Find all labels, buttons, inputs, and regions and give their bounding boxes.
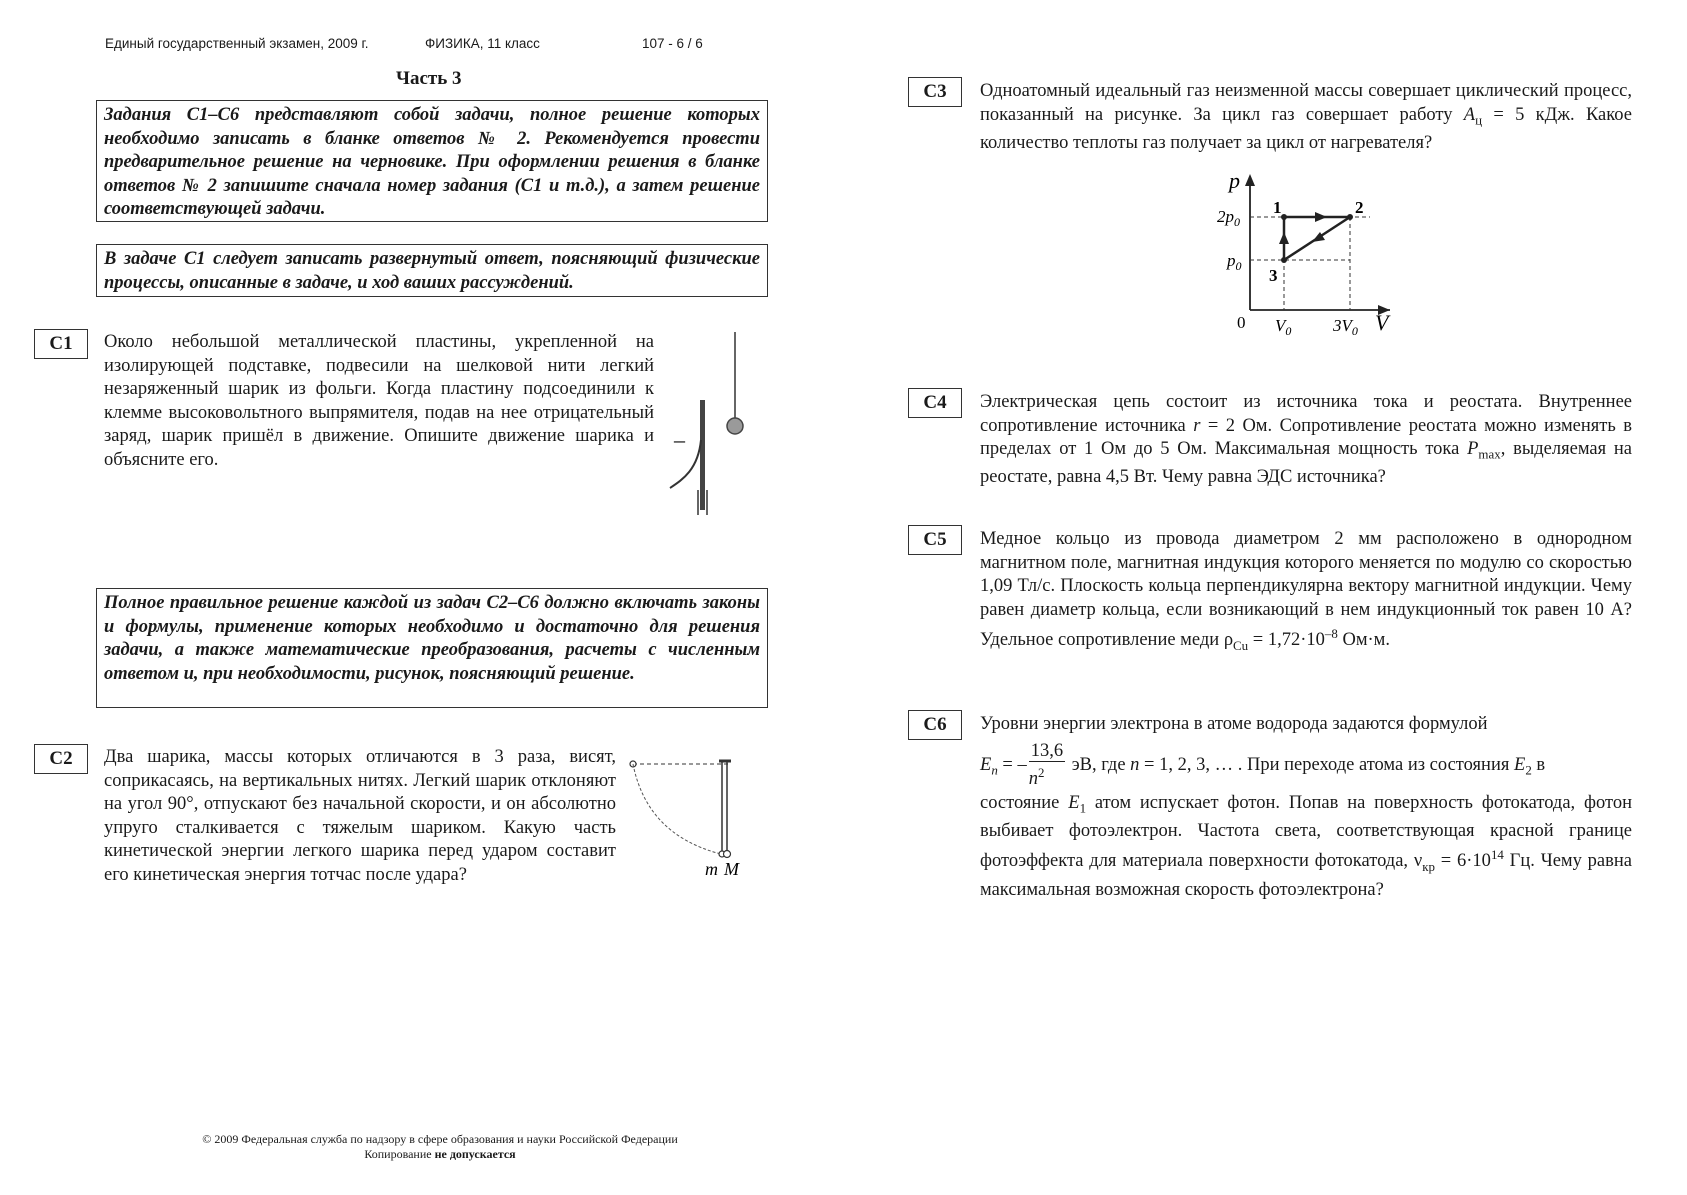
c3-pv-diagram <box>1195 170 1395 340</box>
task-c5-text: Медное кольцо из провода диаметром 2 мм расположено в однородном магнитном поле, магнитная индукция которого меняется по модулю со скоростью 1,09 Тл/с. Плоскость кольца перпендикулярна вектору магнитной индукции. Чему равен диаметр кольца, если возникающий в нем индукционный ток равен 10 А? Удельное сопротивление меди $\rho_{Cu} = 1,72\cdot 10^{-8}$ Ом·м. <box>980 529 1632 653</box>
task-c6-text <box>980 713 1632 902</box>
exam-title: Единый государственный экзамен, 2009 г. <box>105 36 369 51</box>
footer-copyright: © 2009 Федеральная служба по надзору в сфере образования и науки Российской Федерации <box>202 1132 678 1146</box>
c3-axis-label-v: V <box>1375 310 1389 335</box>
task-c6-label: С6 <box>908 710 962 740</box>
c3-tick-p0: $p_0$ <box>1227 251 1242 273</box>
c3-p-axis-arrow <box>1245 174 1255 186</box>
subject-title: ФИЗИКА, 11 класс <box>425 36 540 51</box>
task-c4-label: С4 <box>908 388 962 418</box>
c1-foil-ball <box>727 418 743 434</box>
c3-arrow-3-1 <box>1279 232 1289 244</box>
page-number: 107 - 6 / 6 <box>642 36 703 51</box>
c3-tick-v0: $V_0$ <box>1275 316 1292 338</box>
intro-instructions-box: Задания С1–С6 представляют собой задачи, полное решение которых необходимо записать в бланке ответов № 2. Рекомендуется провести предварительное решение на черновике. При оформлении решения в бланке ответов № 2 запишите сначала номер задания (С1 и т.д.), а затем решение соответствующей задачи. <box>96 100 768 222</box>
task-c2-text: Два шарика, массы которых отличаются в 3 раза, висят, соприкасаясь, на вертикальных нитях. Легкий шарик отклоняют на угол 90°, отпускают без начальной скорости, и он абсолютно упруго сталкивается с тяжелым шариком. Какую часть кинетической энергии легкого шарика перед ударом составит его кинетическая энергия тотчас после удара? <box>104 747 616 885</box>
task-c5-label: С5 <box>908 525 962 555</box>
c2-swing-arc <box>633 764 721 854</box>
c3-point-label-3: 3 <box>1269 266 1278 285</box>
c1-metal-plate <box>700 400 705 510</box>
task-c6-formula-line: $E_n$ = – $\frac{13,6}{n^2}$ эВ, где n = 1, 2, 3, … . При переходе атома из состояния $E_2$ в <box>980 740 1546 789</box>
footer-copy-notice: Копирование не допускается <box>364 1147 516 1161</box>
c3-tick-3v0: $3V_0$ <box>1333 316 1358 338</box>
c1-figure-plate-ball <box>660 330 760 520</box>
c1-instructions-box: В задаче С1 следует записать развернутый ответ, поясняющий физические процессы, описанные в задаче, и ход ваших рассуждений. <box>96 244 768 297</box>
c3-point-3 <box>1281 257 1287 263</box>
c3-origin-label: 0 <box>1237 313 1246 332</box>
c2-heavy-ball <box>724 851 731 858</box>
task-c4-text: Электрическая цепь состоит из источника тока и реостата. Внутреннее сопротивление источника r = 2 Ом. Сопротивление реостата можно изменять в пределах от 1 Ом до 5 Ом. Максимальная мощность тока $P_{max}$, выделяемая на реостате, равна 4,5 Вт. Чему равна ЭДС источника? <box>980 392 1632 488</box>
c3-point-1 <box>1281 214 1287 220</box>
c1-minus-sign: – <box>674 427 685 452</box>
c3-point-2 <box>1347 214 1353 220</box>
c3-tick-2p0: $2p_0$ <box>1217 207 1240 229</box>
task-c3-text: Одноатомный идеальный газ неизменной массы совершает циклический процесс, показанный на рисунке. За цикл газ совершает работу $A_ц = 5$ кДж. Какое количество теплоты газ получает за цикл от нагревателя? <box>980 81 1632 153</box>
task-c6-continuation: состояние $E_1$ атом испускает фотон. Попав на поверхность фотокатода, фотон выбивает фотоэлектрон. Частота света, соответствующая красной границе фотоэффекта для материала поверхности фотокатода, $\nu_{кр} = 6\cdot 10^{14}$ Гц. Чему равна максимальная возможная скорость фотоэлектрона? <box>980 792 1632 900</box>
task-c3-label: С3 <box>908 77 962 107</box>
c2-label-m: m <box>705 859 718 879</box>
c3-point-label-2: 2 <box>1355 198 1364 217</box>
c2-c6-instructions-box: Полное правильное решение каждой из задач С2–С6 должно включать законы и формулы, применение которых необходимо и достаточно для решения задачи, а также математические преобразования, расчеты с численным ответом и, при необходимости, рисунок, поясняющий решение. <box>96 588 768 708</box>
c3-point-label-1: 1 <box>1273 198 1282 217</box>
task-c1-label: С1 <box>34 329 88 359</box>
task-c6-line1: Уровни энергии электрона в атоме водорода задаются формулой <box>980 714 1488 734</box>
c3-arrow-1-2 <box>1315 212 1327 222</box>
part-title: Часть 3 <box>396 68 462 89</box>
c2-figure-pendulums <box>625 750 745 880</box>
task-c2-label: С2 <box>34 744 88 774</box>
c6-fraction: $\frac{13,6}{n^2}$ <box>1028 740 1064 789</box>
c3-axis-label-p: p <box>1229 170 1240 193</box>
footer <box>130 1132 750 1162</box>
c2-label-M: M <box>724 859 739 879</box>
task-c1-text: Около небольшой металлической пластины, укрепленной на изолирующей подставке, подвесили на шелковой нити легкий незаряженный шарик из фольги. Когда пластину подсоединили к клемме высоковольтного выпрямителя, подав на нее отрицательный заряд, шарик пришёл в движение. Опишите движение шарика и объясните его. <box>104 332 654 470</box>
